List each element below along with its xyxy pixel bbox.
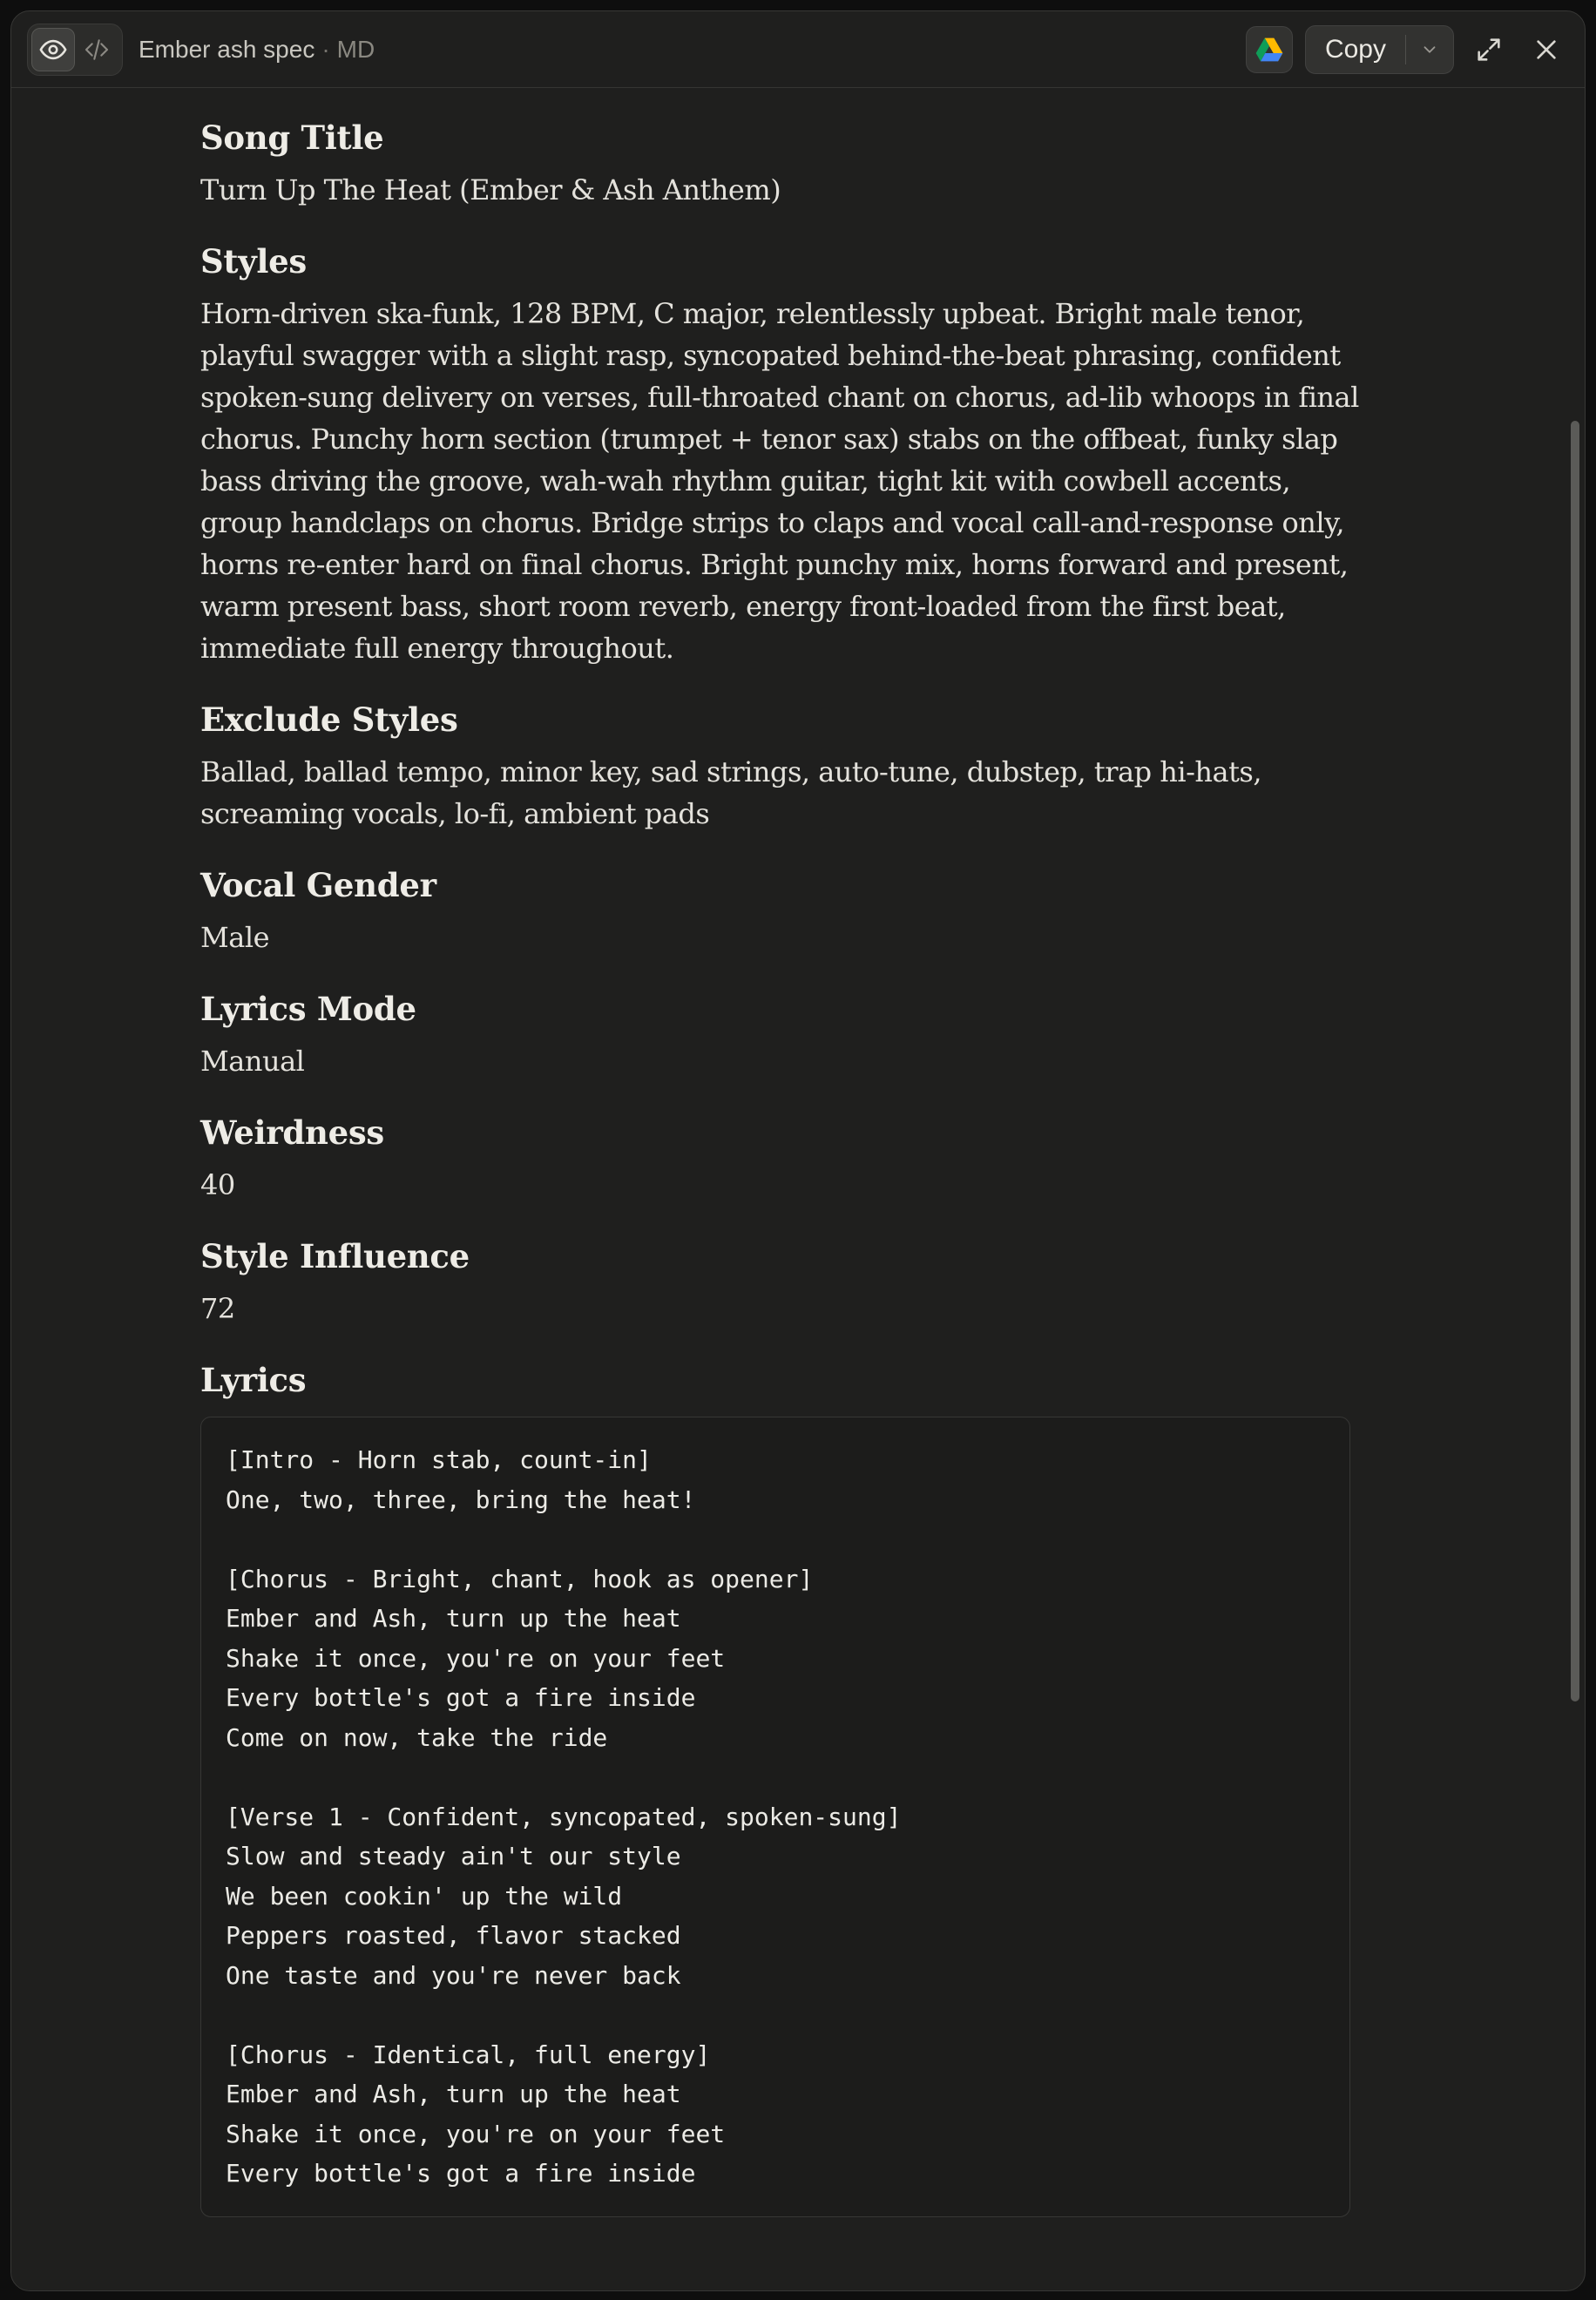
- preview-mode-button[interactable]: [31, 28, 75, 71]
- expand-icon: [1474, 35, 1504, 64]
- document-name: Ember ash spec: [139, 35, 315, 63]
- section-style-influence: [200, 1235, 1359, 1329]
- expand-button[interactable]: [1466, 27, 1511, 72]
- section-heading: Weirdness: [200, 1113, 384, 1152]
- section-vocal-gender: [200, 864, 1359, 958]
- close-button[interactable]: [1524, 27, 1569, 72]
- header-actions: [1246, 25, 1569, 74]
- scrollbar-thumb[interactable]: [1571, 421, 1579, 1701]
- section-body: 40: [200, 1168, 235, 1201]
- section-heading: Exclude Styles: [200, 700, 458, 739]
- section-body: Horn-driven ska-funk, 128 BPM, C major, relentlessly upbeat. Bright male tenor, playful swagger with a slight rasp, syncopated behind-the-beat phrasing, confident spoken-sung delivery on verses, full-throated chant on chorus, ad-lib whoops in final chorus. Punchy horn section (trumpet + tenor sax) stabs on the offbeat, funky slap bass driving the groove, wah-wah rhythm guitar, tight kit with cowbell accents, group handclaps on chorus. Bridge strips to claps and vocal call-and-response only, horns re-enter hard on final chorus. Bright punchy mix, horns forward and present, warm present bass, short room reverb, energy front-loaded from the first beat, immediate full energy throughout.: [200, 297, 1359, 665]
- section-body: 72: [200, 1292, 235, 1325]
- title-separator: ·: [321, 35, 330, 63]
- section-heading: Styles: [200, 242, 307, 281]
- section-body: Turn Up The Heat (Ember & Ash Anthem): [200, 173, 781, 206]
- view-mode-toggle: [27, 24, 123, 76]
- section-lyrics: [200, 1359, 1359, 2217]
- section-body: Male: [200, 921, 270, 954]
- lyrics-heading: Lyrics: [200, 1361, 307, 1399]
- google-drive-icon: [1255, 37, 1283, 63]
- section-styles: [200, 240, 1359, 669]
- section-heading: Vocal Gender: [200, 866, 436, 904]
- eye-icon: [38, 35, 68, 64]
- copy-button[interactable]: Copy: [1324, 34, 1386, 64]
- section-heading: Song Title: [200, 118, 384, 157]
- lyrics-code-block: [200, 1417, 1350, 2217]
- section-body: Manual: [200, 1045, 305, 1078]
- section-lyrics-mode: [200, 988, 1359, 1082]
- close-icon: [1532, 36, 1560, 64]
- chevron-down-icon: [1420, 40, 1439, 59]
- code-icon: [83, 36, 111, 64]
- copy-options-button[interactable]: [1406, 26, 1453, 73]
- viewer-header: [11, 11, 1585, 88]
- section-weirdness: [200, 1112, 1359, 1206]
- lyrics-text: [Intro - Horn stab, count-in] One, two, three, bring the heat! [Chorus - Bright, chant, hook as opener] Ember and Ash, turn up the heat Shake it once, you're on your feet Every bottle's got a fire inside Come on now, take the ride [Verse 1 - Confident, syncopated, spoken-sung] Slow and steady ain't our style We been cookin' up the wild Peppers roasted, flavor stacked One taste and you're never back [Chorus - Identical, full energy] Ember and Ash, turn up the heat Shake it once, you're on your feet Every bottle's got a fire inside: [226, 1445, 902, 2188]
- section-body: Ballad, ballad tempo, minor key, sad strings, auto-tune, dubstep, trap hi-hats, screaming vocals, lo-fi, ambient pads: [200, 755, 1262, 830]
- copy-button-group: [1305, 25, 1454, 74]
- section-song-title: [200, 89, 1359, 211]
- code-mode-button[interactable]: [75, 28, 118, 71]
- markdown-document: [200, 89, 1359, 2247]
- document-title: [139, 36, 375, 64]
- document-viewer-window: [10, 10, 1586, 2291]
- section-heading: Style Influence: [200, 1237, 470, 1275]
- section-heading: Lyrics Mode: [200, 990, 416, 1028]
- document-content[interactable]: [11, 89, 1585, 2290]
- section-exclude-styles: [200, 699, 1359, 835]
- document-format: MD: [336, 35, 375, 63]
- scrollbar[interactable]: [1571, 98, 1579, 2268]
- save-to-drive-button[interactable]: [1246, 26, 1293, 73]
